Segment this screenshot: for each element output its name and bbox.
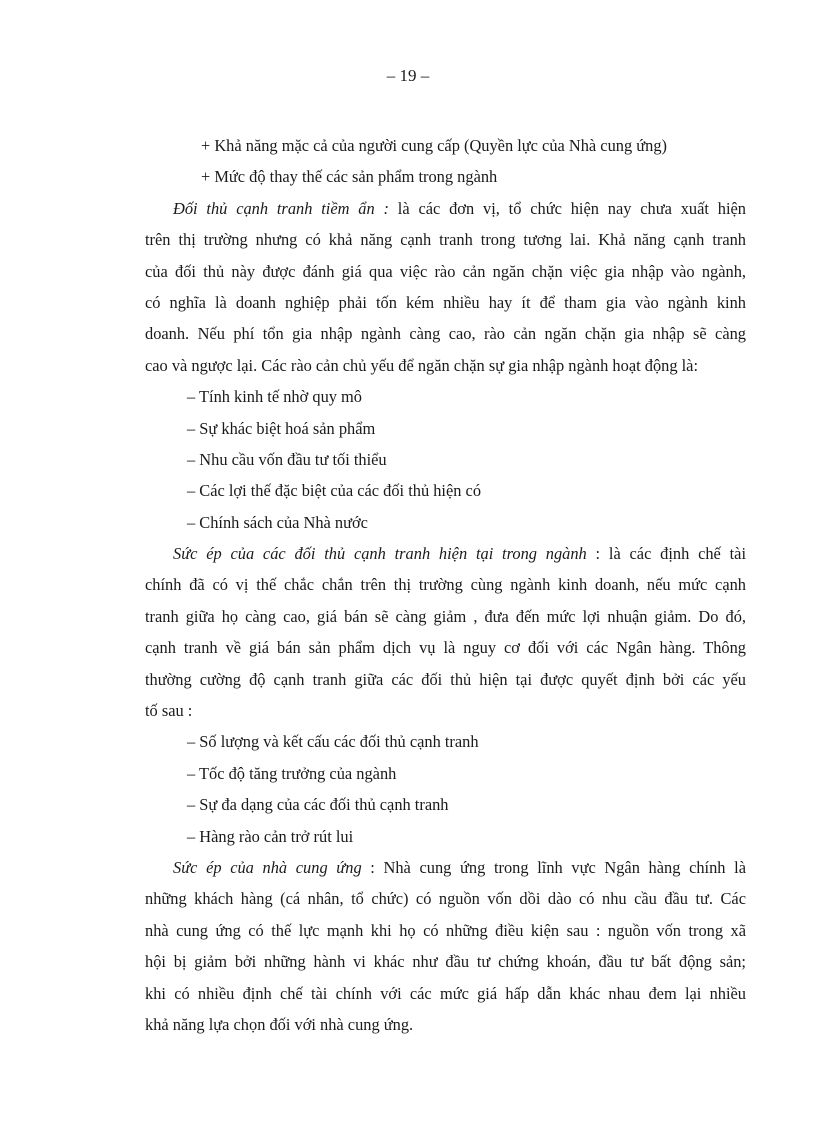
paragraph-line (145, 852, 746, 883)
paragraph-text: : Nhà cung ứng trong lĩnh vực Ngân hàng chính là (361, 857, 746, 877)
list-item: – Tốc độ tăng trưởng của ngành (187, 763, 397, 783)
paragraph-line: chính đã có vị thế chắc chắn trên thị trường cùng ngành kinh doanh, nếu mức cạnh (145, 575, 746, 595)
paragraph-line: hội bị giảm bởi những hành vi khác như đầu tư chứng khoán, đầu tư bất động sản; (145, 952, 746, 972)
paragraph-line: cạnh tranh về giá bán sản phẩm dịch vụ là nguy cơ đối với các Ngân hàng. Thông (145, 638, 746, 658)
page-content (145, 130, 746, 1040)
term-supplier-pressure: Sức ép của nhà cung ứng (173, 857, 362, 877)
list-item: – Hàng rào cản trở rút lui (187, 826, 354, 846)
paragraph-line: cao và ngược lại. Các rào cản chủ yếu để ngăn chặn sự gia nhập ngành hoạt động là: (145, 355, 699, 375)
list-item: – Tính kinh tế nhờ quy mô (187, 387, 362, 407)
paragraph-line: có nghĩa là doanh nghiệp phải tốn kém nhiều hay ít để tham gia vào ngành kinh (145, 292, 746, 312)
paragraph-line (145, 193, 746, 224)
term-current-competitors: Sức ép của các đối thủ cạnh tranh hiện tại trong ngành (173, 544, 587, 564)
list-item: – Số lượng và kết cấu các đối thủ cạnh tranh (187, 732, 479, 752)
paragraph-line: thường cường độ cạnh tranh giữa các đối thủ hiện tại được quyết định bởi các yếu (145, 669, 746, 689)
paragraph-line: doanh. Nếu phí tổn gia nhập ngành càng cao, rào cản ngăn chặn gia nhập sẽ càng (145, 324, 746, 344)
page-number: – 19 – (386, 66, 430, 85)
paragraph-line (145, 538, 746, 569)
list-item: – Chính sách của Nhà nước (187, 512, 368, 532)
paragraph-line: khi có nhiều định chế tài chính với các mức giá hấp dẫn khác nhau đem lại nhiều (145, 983, 746, 1003)
list-item: – Các lợi thế đặc biệt của các đối thủ hiện có (187, 481, 482, 501)
list-item: + Mức độ thay thế các sản phẩm trong ngành (201, 167, 498, 187)
list-item: + Khả năng mặc cả của người cung cấp (Quyền lực của Nhà cung ứng) (201, 136, 667, 155)
paragraph-line: tranh giữa họ càng cao, giá bán sẽ càng giảm , đưa đến mức lợi nhuận giảm. Do đó, (145, 606, 746, 626)
paragraph-text: là các đơn vị, tổ chức hiện nay chưa xuất hiện (388, 198, 746, 218)
list-item: – Nhu cầu vốn đầu tư tối thiểu (187, 449, 387, 469)
paragraph-line: nhà cung ứng có thế lực mạnh khi họ có những điều kiện sau : nguồn vốn trong xã (145, 920, 746, 940)
list-item: – Sự khác biệt hoá sản phẩm (187, 418, 376, 438)
paragraph-line: những khách hàng (cá nhân, tổ chức) có nguồn vốn dồi dào có nhu cầu đầu tư. Các (145, 889, 746, 909)
paragraph-line: của đối thủ này được đánh giá qua việc rào cản ngăn chặn việc gia nhập vào ngành, (145, 261, 746, 281)
list-item: – Sự đa dạng của các đối thủ cạnh tranh (187, 795, 449, 815)
paragraph-line: khả năng lựa chọn đối với nhà cung ứng. (145, 1014, 414, 1034)
term-potential-competitors: Đối thủ cạnh tranh tiềm ẩn : (173, 198, 389, 218)
paragraph-line: trên thị trường nhưng có khả năng cạnh tranh trong tương lai. Khả năng cạnh tranh (145, 230, 746, 250)
paragraph-line: tố sau : (145, 701, 193, 721)
paragraph-text: : là các định chế tài (586, 544, 746, 564)
